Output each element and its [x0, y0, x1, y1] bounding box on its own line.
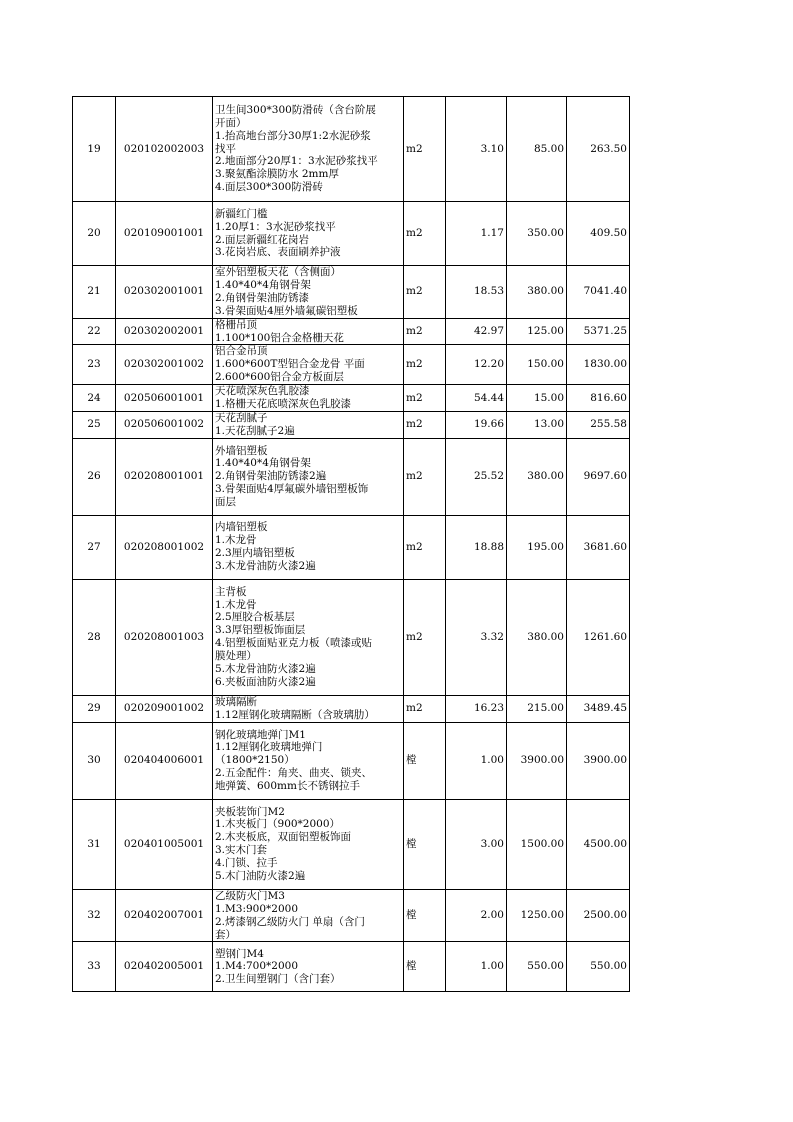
item-description: [213, 97, 404, 202]
item-quantity: 42.97: [446, 318, 507, 345]
item-total: 550.00: [567, 942, 630, 992]
description-line: 3.聚氨酯涂膜防水 2mm厚: [215, 168, 339, 181]
item-description: [213, 318, 404, 345]
item-quantity: 1.00: [446, 722, 507, 799]
item-code: 020402007001: [116, 889, 213, 942]
item-number: 29: [73, 695, 116, 722]
item-unit: 樘: [404, 722, 446, 799]
description-line: 1.40*40*4角钢骨架: [215, 457, 311, 470]
description-line: 2.600*600铝合金方板面层: [215, 371, 344, 384]
item-unit-price: 150.00: [507, 345, 567, 385]
item-number: 30: [73, 722, 116, 799]
description-line: 2.地面部分20厚1：3水泥砂浆找平: [215, 155, 378, 168]
item-code: 020208001002: [116, 515, 213, 579]
item-total: 3900.00: [567, 722, 630, 799]
item-number: 28: [73, 579, 116, 695]
item-description: [213, 385, 404, 412]
item-total: 1261.60: [567, 579, 630, 695]
description-line: 2.角钢骨架油防锈漆2遍: [215, 470, 327, 483]
item-description: [213, 695, 404, 722]
description-line: 1.木龙骨: [215, 598, 257, 611]
item-unit-price: 380.00: [507, 266, 567, 319]
item-total: 1830.00: [567, 345, 630, 385]
item-unit: m2: [404, 438, 446, 515]
item-description: [213, 722, 404, 799]
description-line: 1.格栅天花底喷深灰色乳胶漆: [215, 398, 352, 411]
item-number: 33: [73, 942, 116, 992]
description-line: 3.骨架面贴4厘外墙氟碳铝塑板: [215, 304, 358, 317]
item-unit-price: 15.00: [507, 385, 567, 412]
item-description: [213, 345, 404, 385]
description-line: 4.门锁、拉手: [215, 857, 278, 870]
table-row: [73, 97, 630, 202]
item-quantity: 2.00: [446, 889, 507, 942]
description-line: 3.花岗岩底、表面刷养护液: [215, 246, 341, 259]
description-line: 室外铝塑板天花（含侧面）: [215, 266, 341, 278]
item-unit: 樘: [404, 799, 446, 889]
description-line: 1.M3:900*2000: [215, 902, 299, 915]
description-line: 1.600*600T型铝合金龙骨 平面: [215, 358, 365, 371]
item-quantity: 3.32: [446, 579, 507, 695]
item-number: 21: [73, 266, 116, 319]
item-total: 2500.00: [567, 889, 630, 942]
description-line: 1.木龙骨: [215, 534, 257, 547]
item-code: 020506001001: [116, 385, 213, 412]
bill-of-quantities-table: [72, 96, 630, 992]
table-body: [73, 97, 630, 992]
item-unit-price: 550.00: [507, 942, 567, 992]
item-unit-price: 85.00: [507, 97, 567, 202]
item-total: 5371.25: [567, 318, 630, 345]
description-line: 3.实木门套: [215, 844, 268, 857]
item-total: 263.50: [567, 97, 630, 202]
item-description: [213, 266, 404, 319]
table-row: [73, 345, 630, 385]
description-line: 3.3厚铝塑板饰面层: [215, 624, 306, 637]
item-code: 020209001002: [116, 695, 213, 722]
description-line: 3.木龙骨油防火漆2遍: [215, 560, 316, 573]
description-line: 玻璃隔断: [215, 695, 257, 708]
item-description: [213, 438, 404, 515]
item-number: 32: [73, 889, 116, 942]
item-description: [213, 411, 404, 438]
item-quantity: 54.44: [446, 385, 507, 412]
description-line: 找平: [215, 142, 236, 155]
table-row: [73, 202, 630, 266]
item-unit-price: 125.00: [507, 318, 567, 345]
item-quantity: 3.00: [446, 799, 507, 889]
description-line: 塑钢门M4: [215, 947, 264, 960]
item-unit: m2: [404, 266, 446, 319]
description-line: 铝合金吊顶: [215, 345, 268, 358]
description-line: 1.12厘钢化玻璃隔断（含玻璃肋）: [215, 708, 375, 721]
description-line: 5.木门油防火漆2遍: [215, 870, 306, 883]
description-line: 1.100*100铝合金格栅天花: [215, 331, 344, 344]
description-line: 2.面层新疆红花岗岩: [215, 233, 310, 246]
description-line: 2.5厘胶合板基层: [215, 611, 295, 624]
item-number: 20: [73, 202, 116, 266]
item-unit: 樘: [404, 942, 446, 992]
item-unit-price: 380.00: [507, 438, 567, 515]
item-unit-price: 380.00: [507, 579, 567, 695]
description-line: 2.卫生间塑钢门（含门套）: [215, 973, 341, 986]
item-total: 3489.45: [567, 695, 630, 722]
description-line: 内墙铝塑板: [215, 521, 268, 534]
description-line: 4.铝塑板面贴亚克力板（喷漆或贴: [215, 637, 373, 650]
item-number: 26: [73, 438, 116, 515]
item-number: 23: [73, 345, 116, 385]
item-code: 020302001002: [116, 345, 213, 385]
item-unit: m2: [404, 318, 446, 345]
item-unit-price: 350.00: [507, 202, 567, 266]
item-quantity: 1.17: [446, 202, 507, 266]
item-quantity: 12.20: [446, 345, 507, 385]
description-line: 乙级防火门M3: [215, 889, 285, 902]
description-line: 1.12厘钢化玻璃地弹门: [215, 741, 323, 754]
item-code: 020302001001: [116, 266, 213, 319]
item-description: [213, 942, 404, 992]
table-row: [73, 942, 630, 992]
item-number: 31: [73, 799, 116, 889]
item-unit: m2: [404, 579, 446, 695]
description-line: （1800*2150）: [215, 754, 295, 767]
description-line: 2.3厘内墙铝塑板: [215, 547, 295, 560]
description-line: 夹板装饰门M2: [215, 805, 285, 818]
item-quantity: 18.53: [446, 266, 507, 319]
item-total: 9697.60: [567, 438, 630, 515]
description-line: 3.骨架面贴4厚氟碳外墙铝塑板饰: [215, 483, 369, 496]
description-line: 5.木龙骨油防火漆2遍: [215, 663, 316, 676]
description-line: 地弹簧、600mm长不锈钢拉手: [215, 780, 360, 793]
item-number: 25: [73, 411, 116, 438]
item-description: [213, 889, 404, 942]
description-line: 1.抬高地台部分30厚1:2水泥砂浆: [215, 129, 371, 142]
item-code: 020102002003: [116, 97, 213, 202]
item-unit: m2: [404, 411, 446, 438]
description-line: 新疆红门槛: [215, 207, 268, 220]
item-number: 22: [73, 318, 116, 345]
description-line: 格栅吊顶: [215, 318, 257, 331]
description-line: 钢化玻璃地弹门M1: [215, 728, 306, 741]
table-row: [73, 318, 630, 345]
item-unit: m2: [404, 695, 446, 722]
table-row: [73, 579, 630, 695]
item-quantity: 18.88: [446, 515, 507, 579]
item-total: 816.60: [567, 385, 630, 412]
description-line: 6.夹板面油防火漆2遍: [215, 676, 316, 688]
item-unit: m2: [404, 385, 446, 412]
item-number: 19: [73, 97, 116, 202]
item-description: [213, 579, 404, 695]
item-unit-price: 195.00: [507, 515, 567, 579]
item-unit: m2: [404, 345, 446, 385]
item-number: 27: [73, 515, 116, 579]
item-quantity: 1.00: [446, 942, 507, 992]
item-unit: 樘: [404, 889, 446, 942]
item-quantity: 16.23: [446, 695, 507, 722]
description-line: 1.M4:700*2000: [215, 960, 299, 973]
item-total: 4500.00: [567, 799, 630, 889]
item-total: 7041.40: [567, 266, 630, 319]
description-line: 面层: [215, 496, 236, 509]
table-row: [73, 695, 630, 722]
item-description: [213, 202, 404, 266]
table-row: [73, 266, 630, 319]
description-line: 2.角钢骨架油防锈漆: [215, 291, 310, 304]
description-line: 开面）: [215, 116, 247, 129]
description-line: 2.木夹板底，双面铝塑板饰面: [215, 831, 352, 844]
table-row: [73, 515, 630, 579]
item-quantity: 3.10: [446, 97, 507, 202]
description-line: 外墙铝塑板: [215, 444, 268, 457]
item-unit: m2: [404, 97, 446, 202]
description-line: 1.天花刮腻子2遍: [215, 424, 295, 437]
table-row: [73, 438, 630, 515]
description-line: 膜处理）: [215, 650, 257, 663]
item-code: 020401005001: [116, 799, 213, 889]
item-code: 020402005001: [116, 942, 213, 992]
item-code: 020302002001: [116, 318, 213, 345]
description-line: 2.烤漆钢乙级防火门 单扇（含门: [215, 915, 365, 928]
description-line: 主背板: [215, 585, 247, 598]
item-total: 409.50: [567, 202, 630, 266]
item-number: 24: [73, 385, 116, 412]
item-code: 020109001001: [116, 202, 213, 266]
table-row: [73, 889, 630, 942]
item-quantity: 19.66: [446, 411, 507, 438]
item-unit-price: 13.00: [507, 411, 567, 438]
item-description: [213, 515, 404, 579]
item-total: 3681.60: [567, 515, 630, 579]
item-unit-price: 1500.00: [507, 799, 567, 889]
item-unit: m2: [404, 515, 446, 579]
table-row: [73, 385, 630, 412]
description-line: 套）: [215, 928, 236, 941]
item-total: 255.58: [567, 411, 630, 438]
item-code: 020208001001: [116, 438, 213, 515]
description-line: 1.20厚1：3水泥砂浆找平: [215, 220, 336, 233]
item-code: 020404006001: [116, 722, 213, 799]
item-unit: m2: [404, 202, 446, 266]
item-unit-price: 1250.00: [507, 889, 567, 942]
item-code: 020208001003: [116, 579, 213, 695]
table-row: [73, 799, 630, 889]
description-line: 卫生间300*300防滑砖（含台阶展: [215, 103, 376, 116]
table-row: [73, 722, 630, 799]
item-description: [213, 799, 404, 889]
description-line: 1.木夹板门（900*2000）: [215, 818, 341, 831]
description-line: 天花喷深灰色乳胶漆: [215, 385, 310, 398]
item-code: 020506001002: [116, 411, 213, 438]
description-line: 1.40*40*4角钢骨架: [215, 278, 311, 291]
table-row: [73, 411, 630, 438]
description-line: 2.五金配件：角夹、曲夹、锁夹、: [215, 767, 373, 780]
description-line: 天花刮腻子: [215, 411, 268, 424]
item-unit-price: 3900.00: [507, 722, 567, 799]
description-line: 4.面层300*300防滑砖: [215, 181, 323, 194]
item-unit-price: 215.00: [507, 695, 567, 722]
item-quantity: 25.52: [446, 438, 507, 515]
